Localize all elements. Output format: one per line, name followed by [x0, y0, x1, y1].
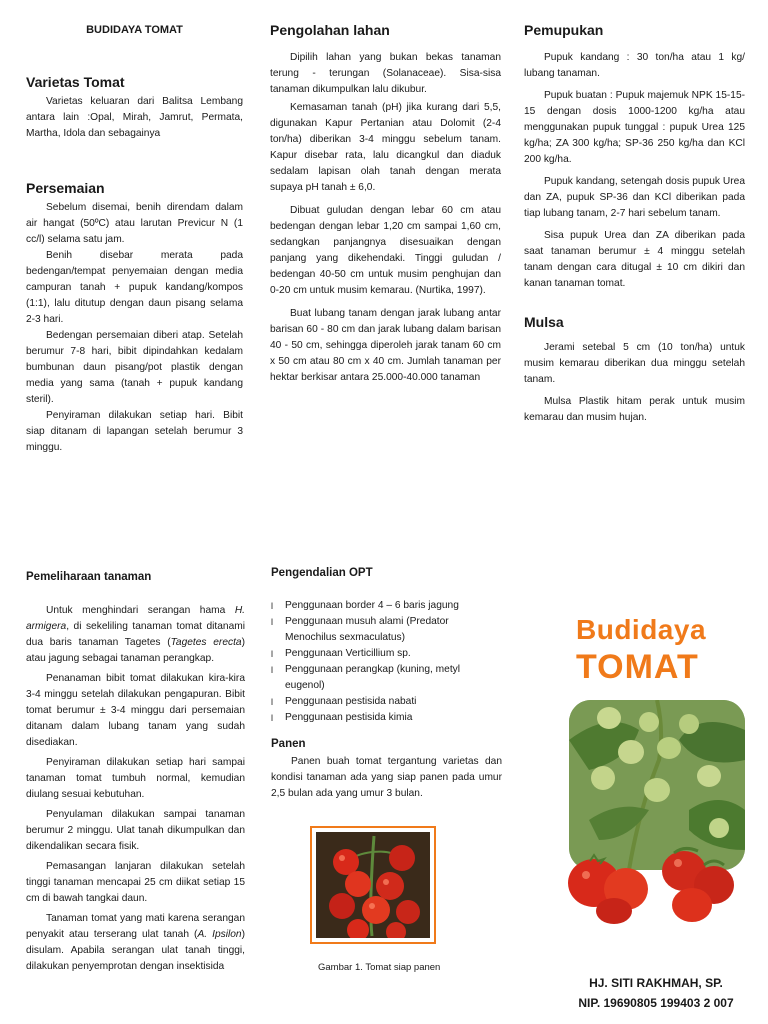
tomato-cluster-image — [316, 832, 430, 938]
pemeliharaan-p2: Penanaman bibit tomat dilakukan kira-kira 3-4 minggu setelah dilakukan pengapuran. Bibit tomat berumur ± 3-4 minggu dari persemaian ditanam dalam lubang tanam yang sudah disediakan. — [26, 673, 245, 748]
pengolahan-p1: Dipilih lahan yang bukan bekas tanaman terung - terungan (Solanaceae). Sisa-sisa tanaman dikumpulkan lalu dikubur. — [270, 52, 501, 95]
column-2 — [270, 22, 501, 386]
cover-red-tomatoes-image — [564, 845, 736, 925]
list-item: l Penggunaan perangkap (kuning, metyl eugenol) — [271, 664, 461, 691]
list-item: l Penggunaan pestisida nabati — [271, 696, 417, 707]
list-item: l Penggunaan border 4 – 6 baris jagung — [271, 600, 459, 611]
heading-panen: Panen — [271, 738, 306, 750]
pemupukan-p4: Sisa pupuk Urea dan ZA diberikan pada saat tanaman berumur ± 4 minggu setelah tanam dengan cara ditugal ± 10 cm dikiri dan kanan tanaman tomat. — [524, 230, 745, 289]
cover-title-budidaya: Budidaya — [576, 614, 707, 645]
pengolahan-p3: Dibuat guludan dengan lebar 60 cm atau bedengan dengan lebar 1,20 cm sampai 1,60 cm, sedangkan panjangnya disesuaikan dengan panjang yang dikehendaki. Tinggi guludan / bedengan 40-50 cm untuk musim penghujan dan 0-20 cm untuk musim kemarau. (Nurtika, 1997). — [270, 205, 501, 296]
heading-varietas: Varietas Tomat — [26, 74, 125, 90]
list-item: l Penggunaan pestisida kimia — [271, 712, 413, 723]
persemaian-p1: Sebelum disemai, benih direndam dalam air hangat (50ºC) atau larutan Previcur N (1 cc/l) selama satu jam. — [26, 202, 243, 245]
pemeliharaan-p4: Penyulaman dilakukan sampai tanaman berumur 2 minggu. Ulat tanah dikumpulkan dan dikendalikan secara fisik. — [26, 809, 245, 852]
list-item: l Penggunaan musuh alami (Predator Menochilus sexmaculatus) — [271, 616, 449, 643]
author-nip: NIP. 19690805 199403 2 007 — [578, 996, 734, 1010]
mulsa-p1: Jerami setebal 5 cm (10 ton/ha) untuk musim kemarau diberikan dua minggu setelah tanam. — [524, 342, 745, 385]
heading-pengolahan-lahan: Pengolahan lahan — [270, 22, 390, 38]
pemeliharaan-p6: Tanaman tomat yang mati karena serangan penyakit atau terserang ulat tanah (A. Ipsilon) disulam. Apabila serangan ulat tanah tinggi, dilakukan penyemprotan dengan insektisida — [26, 913, 245, 972]
heading-pengendalian-opt: Pengendalian OPT — [271, 567, 373, 579]
pemupukan-p3: Pupuk kandang, setengah dosis pupuk Urea dan ZA, pupuk SP-36 dan KCl diberikan pada tiap lubang tanam, 2-7 hari sebelum tanam. — [524, 176, 745, 219]
heading-mulsa: Mulsa — [524, 314, 564, 330]
pengolahan-p2: Kemasaman tanah (pH) jika kurang dari 5,5, digunakan Kapur Pertanian atau Dolomit (2-4 ton/ha) diberikan 3-4 minggu sebelum tanam. Kapur disebar rata, lalu dicangkul dan diaduk sedalam lapisan olah tanah dengan merata supaya pH tanah ± 6,0. — [270, 102, 501, 193]
list-item: l Penggunaan Verticillium sp. — [271, 648, 411, 659]
pemupukan-p1: Pupuk kandang : 30 ton/ha atau 1 kg/ lubang tanaman. — [524, 52, 745, 79]
persemaian-p4: Penyiraman dilakukan setiap hari. Bibit siap ditanam di lapangan setelah berumur 3 minggu. — [26, 410, 243, 453]
varietas-text: Varietas keluaran dari Balitsa Lembang antara lain :Opal, Mirah, Jamrut, Permata, Martha, Idola dan sebagainya — [26, 96, 243, 139]
column-1 — [26, 22, 243, 456]
mulsa-p2: Mulsa Plastik hitam perak untuk musim kemarau dan musim hujan. — [524, 396, 745, 423]
heading-pemupukan: Pemupukan — [524, 22, 604, 38]
pengolahan-p4: Buat lubang tanam dengan jarak lubang antar barisan 60 - 80 cm dan jarak lubang dalam barisan 40 - 50 cm, sehingga diperoleh jarak tanam 60 cm x 50 cm atau 80 cm x 40 cm. Jumlah tanaman per hektar berkisar antara 25.000-40.000 tanaman — [270, 308, 501, 383]
panen-text: Panen buah tomat tergantung varietas dan kondisi tanaman ada yang siap panen pada umur 2,5 bulan ada yang umur 3 bulan. — [271, 756, 502, 799]
pemupukan-p2: Pupuk buatan : Pupuk majemuk NPK 15-15-15 dengan dosis 1000-1200 kg/ha atau menggunakan pupuk tunggal : pupuk Urea 125 kg/ha; ZA 300 kg/ha; SP-36 250 kg/ha dan KCl 200 kg/ha. — [524, 90, 745, 165]
pemeliharaan-p3: Penyiraman dilakukan setiap hari sampai tanaman tomat tumbuh normal, kemudian diulang sesuai kebutuhan. — [26, 757, 245, 800]
persemaian-p3: Bedengan persemaian diberi atap. Setelah berumur 7-8 hari, bibit dipindahkan kedalam bumbunan daun pisang/pot plastik dengan media yang sama (tanah + pupuk kandang steril). — [26, 330, 243, 405]
column-5 — [271, 565, 502, 802]
persemaian-p2: Benih disebar merata pada bedengan/tempat penyemaian dengan media campuran tanah + pupuk kandang/kompos (1:1), lalu ditutup dengan daun pisang selama 2-3 hari. — [26, 250, 243, 325]
heading-pemeliharaan: Pemeliharaan tanaman — [26, 571, 152, 583]
column-4 — [26, 569, 245, 975]
author-name: HJ. SITI RAKHMAH, SP. — [589, 976, 723, 990]
opt-list — [271, 598, 502, 726]
figure-caption: Gambar 1. Tomat siap panen — [318, 962, 441, 973]
heading-persemaian: Persemaian — [26, 180, 105, 196]
pemeliharaan-p1: Untuk menghindari serangan hama H. armigera, di sekeliling tanaman tomat ditanami dua baris tanaman Tagetes (Tagetes erecta) atau jagung sebagai tanaman perangkap. — [26, 605, 245, 664]
figure-tomato-harvest — [310, 826, 436, 944]
cover-title-tomat: TOMAT — [576, 648, 699, 686]
author-block — [560, 975, 752, 1012]
column-3 — [524, 22, 745, 426]
pemeliharaan-p5: Pemasangan lanjaran dilakukan setelah tinggi tanaman mencapai 25 cm diikat setiap 15 cm di bawah tangkai daun. — [26, 861, 245, 904]
doc-title: BUDIDAYA TOMAT — [86, 24, 183, 36]
